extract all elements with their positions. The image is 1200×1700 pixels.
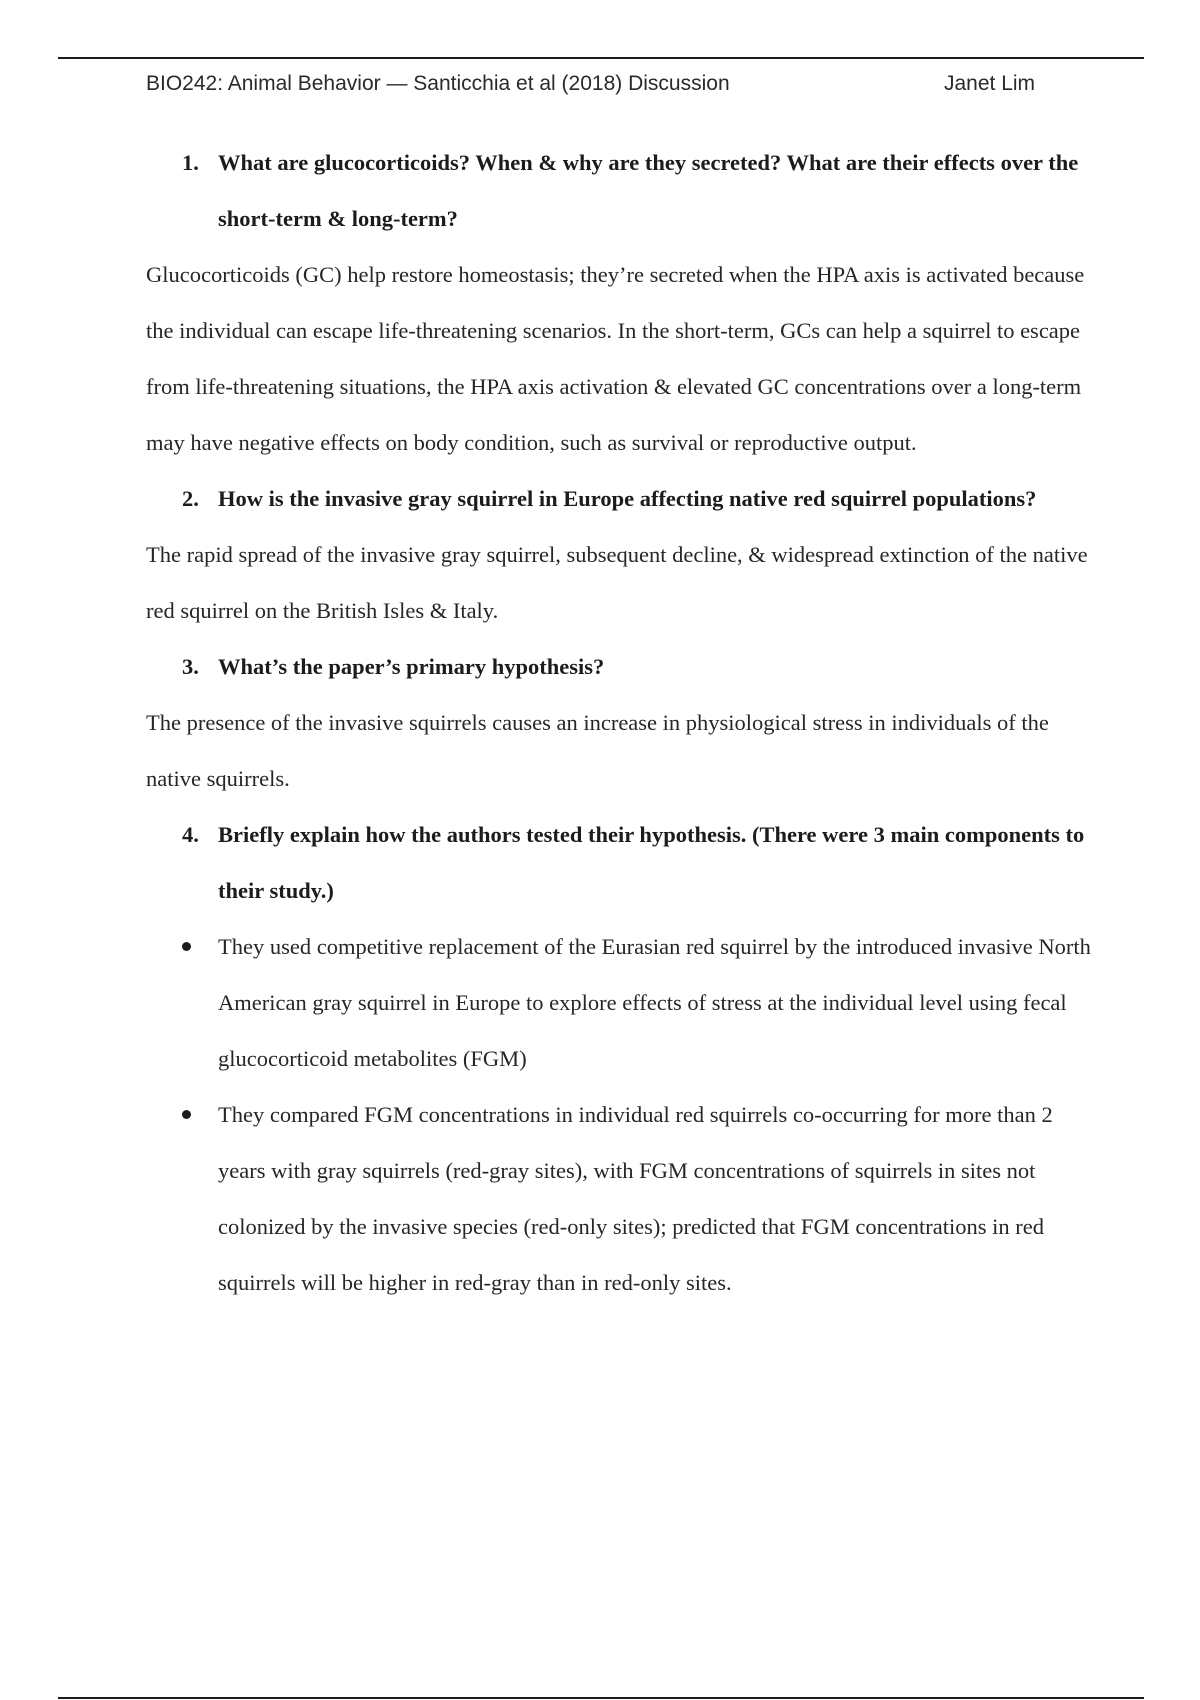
question-text: What’s the paper’s primary hypothesis? [218, 654, 605, 679]
top-rule [58, 57, 1144, 59]
list-item [146, 1087, 1096, 1311]
question-2 [146, 471, 1096, 527]
question-text: Briefly explain how the authors tested their hypothesis. (There were 3 main components to their study.) [218, 822, 1085, 903]
bullet-dot-icon [182, 1110, 191, 1119]
question-4 [146, 807, 1096, 919]
question-number: 1. [182, 150, 199, 175]
answer-3: The presence of the invasive squirrels causes an increase in physiological stress in individuals of the native squirrels. [146, 710, 1049, 791]
answer-2: The rapid spread of the invasive gray squirrel, subsequent decline, & widespread extinction of the native red squirrel on the British Isles & Italy. [146, 542, 1088, 623]
course-title: BIO242: Animal Behavior — Santicchia et al (2018) Discussion [146, 72, 730, 95]
answer-1: Glucocorticoids (GC) help restore homeostasis; they’re secreted when the HPA axis is activated because the individual can escape life-threatening scenarios. In the short-term, GCs can help a squirrel to escape from life-threatening situations, the HPA axis activation & elevated GC concentrations over a long-term may have negative effects on body condition, such as survival or reproductive output. [146, 262, 1085, 455]
question-number: 3. [182, 654, 199, 679]
question-3 [146, 639, 1096, 695]
bullet-text: They used competitive replacement of the Eurasian red squirrel by the introduced invasive North American gray squirrel in Europe to explore effects of stress at the individual level using fecal glucocorticoid metabolites (FGM) [218, 934, 1091, 1071]
question-number: 4. [182, 822, 199, 847]
answer-4-bullet-list [146, 919, 1096, 1311]
author-name: Janet Lim [944, 72, 1036, 95]
bullet-dot-icon [182, 942, 191, 951]
question-text: How is the invasive gray squirrel in Europe affecting native red squirrel populations? [218, 486, 1037, 511]
question-text: What are glucocorticoids? When & why are they secreted? What are their effects over the short-term & long-term? [218, 150, 1079, 231]
bullet-text: They compared FGM concentrations in individual red squirrels co-occurring for more than 2 years with gray squirrels (red-gray sites), with FGM concentrations of squirrels in sites not colonized by the invasive species (red-only sites); predicted that FGM concentrations in red squirrels will be higher in red-gray than in red-only sites. [218, 1102, 1053, 1295]
list-item [146, 919, 1096, 1087]
page-header [146, 72, 1046, 102]
document-body [146, 135, 1096, 1311]
question-number: 2. [182, 486, 199, 511]
bottom-rule [58, 1697, 1144, 1699]
question-1 [146, 135, 1096, 247]
